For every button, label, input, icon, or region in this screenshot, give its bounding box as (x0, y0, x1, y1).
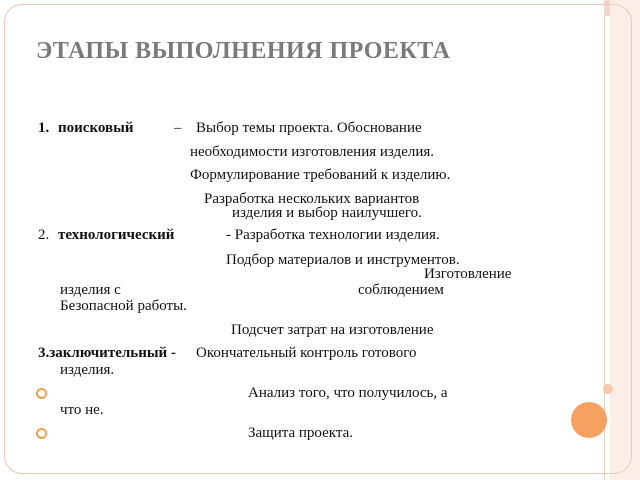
stage1-number: 1. (38, 120, 50, 136)
bullet-circle-icon (36, 428, 47, 439)
stage2-line-2: Подбор материалов и инструментов. (226, 252, 460, 268)
stage1-dash: – (174, 120, 182, 136)
stage1-line-3: Формулирование требований к изделию. (190, 167, 451, 183)
stage3-line-1: Окончательный контроль готового (196, 345, 417, 361)
stage3-line-2: изделия. (60, 362, 115, 378)
stage3-name: 3.заключительный - (38, 345, 176, 361)
stage2-line-6: Безопасной работы. (60, 298, 187, 314)
stage2-line-7: Подсчет затрат на изготовление (231, 322, 434, 338)
stage1-line-1: Выбор темы проекта. Обоснование (196, 120, 422, 136)
stage2-number: 2. (38, 227, 50, 243)
small-orange-dot (603, 384, 613, 394)
bullet-circle-icon (36, 388, 47, 399)
bullet-1-line-1: Анализ того, что получилось, а (248, 385, 448, 401)
bullet-1-line-2: что не. (60, 402, 104, 418)
large-orange-dot (571, 402, 607, 438)
stage2-name: технологический (58, 227, 175, 243)
bullet-2-line-1: Защита проекта. (248, 425, 353, 441)
stage1-line-5: изделия и выбор наилучшего. (232, 205, 422, 221)
stage1-line-2: необходимости изготовления изделия. (190, 144, 435, 160)
stage2-line-5: соблюдением (358, 282, 444, 298)
slide-title: ЭТАПЫ ВЫПОЛНЕНИЯ ПРОЕКТА (36, 38, 451, 64)
stage2-line-3: Изготовление (424, 266, 512, 282)
stage1-name: поисковый (58, 120, 134, 136)
stage2-line-1: - Разработка технологии изделия. (226, 227, 440, 243)
stage2-line-4: изделия с (60, 282, 121, 298)
stage1-line-4: Разработка нескольких вариантов (204, 191, 420, 207)
